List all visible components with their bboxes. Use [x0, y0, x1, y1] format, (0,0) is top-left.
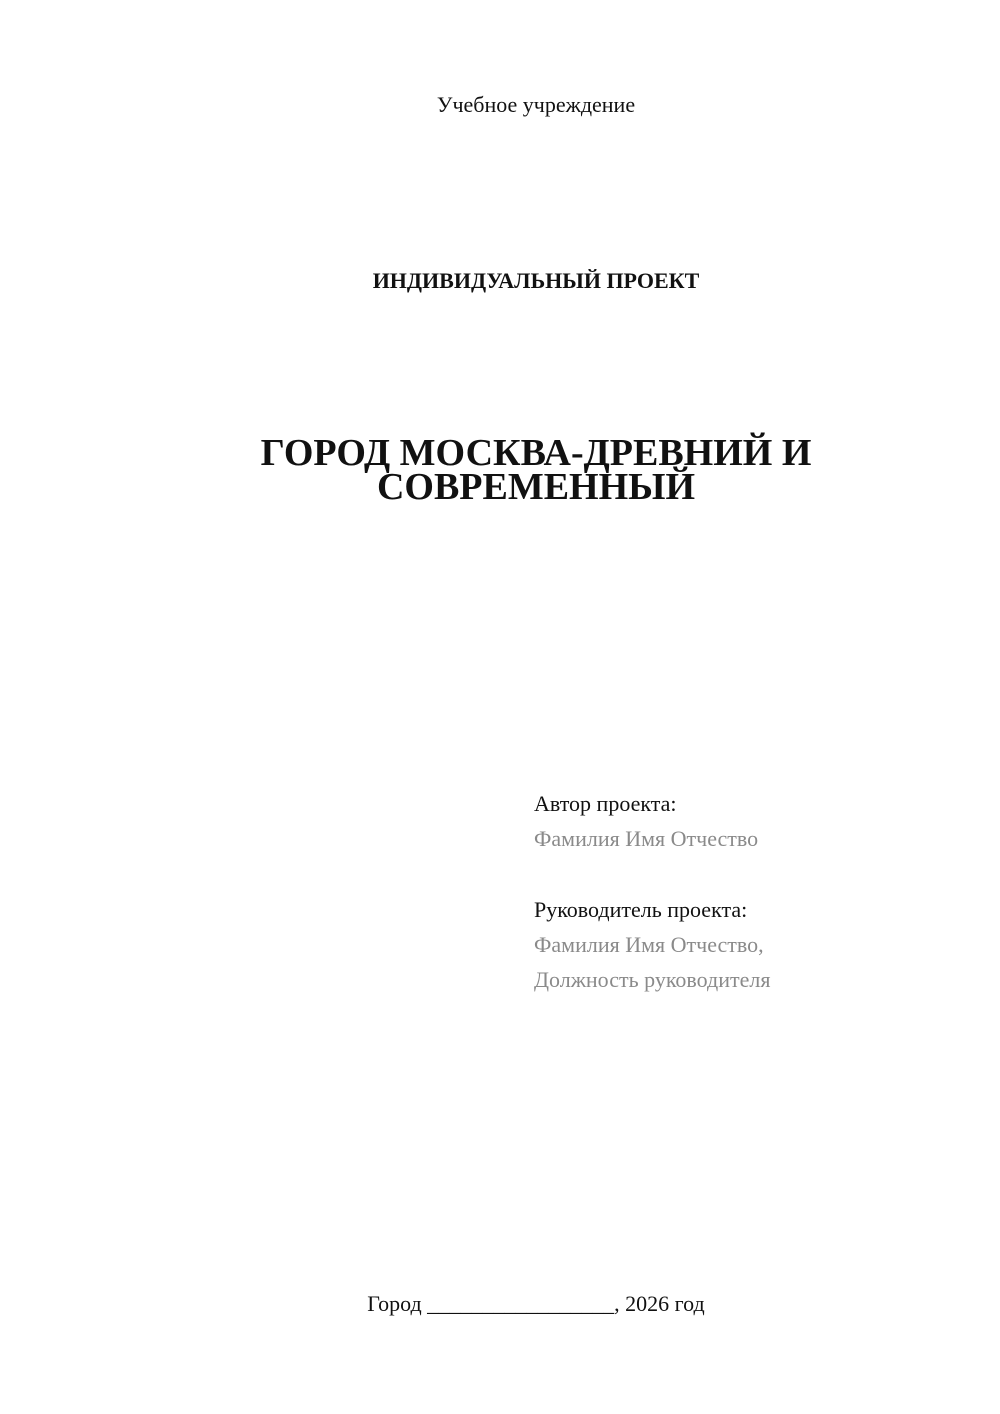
institution-name: Учебное учреждение	[436, 92, 636, 117]
credits-spacer	[534, 856, 974, 892]
document-title-line-1: ГОРОД МОСКВА-ДРЕВНИЙ И	[260, 432, 812, 474]
city-year-line: Город _________________, 2026 год	[367, 1291, 705, 1316]
document-title	[0, 432, 1000, 508]
supervisor-label: Руководитель проекта:	[534, 897, 748, 922]
credits-block	[534, 786, 974, 997]
document-title-line-2: СОВРЕМЕННЫЙ	[376, 466, 696, 508]
supervisor-name: Фамилия Имя Отчество,	[534, 932, 764, 957]
author-label: Автор проекта:	[534, 791, 677, 816]
supervisor-position: Должность руководителя	[534, 967, 771, 992]
author-name: Фамилия Имя Отчество	[534, 826, 759, 851]
document-type: ИНДИВИДУАЛЬНЫЙ ПРОЕКТ	[372, 268, 700, 293]
